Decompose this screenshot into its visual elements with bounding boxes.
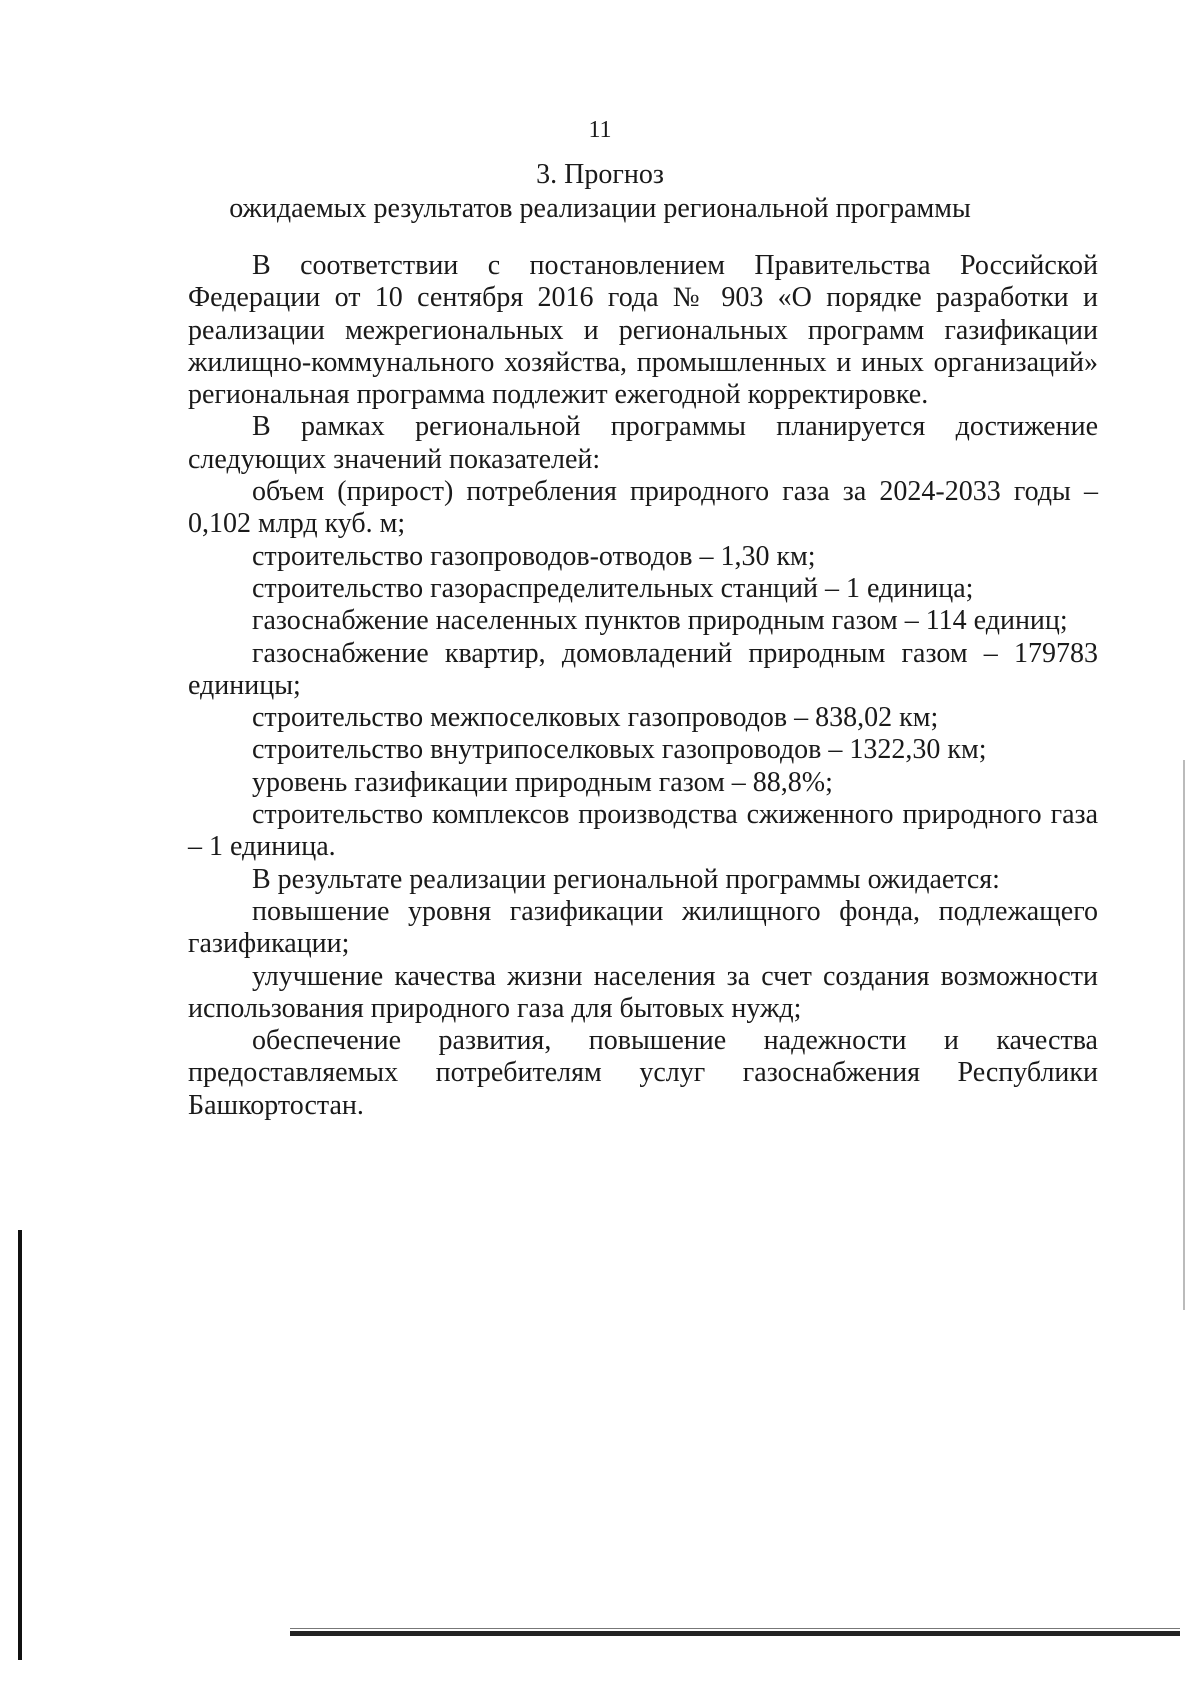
page-number: 11 [588, 117, 612, 143]
indicator-settlements: газоснабжение населенных пунктов природным газом – 114 единиц; [252, 605, 1068, 637]
paragraph-legal-basis: В соответствии с постановлением Правительства Российской Федерации от 10 сентября 2016 года № 903 «О порядке разработки и реализации межрегиональных и региональных программ газификации жилищно-коммунального хозяйства, промышленных и иных организаций» региональная программа подлежит ежегодной корректировке. [188, 250, 1098, 411]
scan-right-edge [1183, 760, 1185, 1310]
result-service-reliability: обеспечение развития, повышение надежности и качества предоставляемых потребителям услуг газоснабжения Республики Башкортостан. [188, 1025, 1098, 1121]
result-housing-gasification: повышение уровня газификации жилищного фонда, подлежащего газификации; [188, 895, 1098, 960]
indicator-distribution-stations: строительство газораспределительных станций – 1 единица; [252, 572, 974, 604]
result-quality-of-life: улучшение качества жизни населения за счет создания возможности использования природного газа для бытовых нужд; [188, 960, 1098, 1024]
paragraph-expected-results-intro: В результате реализации региональной программы ожидается: [252, 863, 1000, 895]
indicator-apartments: газоснабжение квартир, домовладений природным газом – 179783 единицы; [188, 637, 1098, 701]
scan-left-edge [18, 1230, 22, 1660]
section-title: 3. Прогноз [536, 159, 664, 190]
paragraph-indicators-intro: В рамках региональной программы планируется достижение следующих значений показателей: [188, 411, 1098, 475]
section-subtitle: ожидаемых результатов реализации региональной программы [229, 193, 971, 224]
indicator-intrasettlement-pipelines: строительство внутрипоселковых газопроводов – 1322,30 км; [252, 734, 987, 766]
indicator-branch-pipelines: строительство газопроводов-отводов – 1,30 км; [252, 540, 816, 572]
indicator-lng-complexes: строительство комплексов производства сжиженного природного газа – 1 единица. [188, 799, 1098, 863]
section-heading [0, 158, 1200, 226]
document-body [188, 250, 1098, 1122]
indicator-gasification-level: уровень газификации природным газом – 88,8%; [252, 766, 833, 798]
scan-bottom-edge [290, 1628, 1180, 1636]
indicator-gas-consumption: объем (прирост) потребления природного газа за 2024-2033 годы – 0,102 млрд куб. м; [188, 476, 1098, 540]
indicator-intersettlement-pipelines: строительство межпоселковых газопроводов – 838,02 км; [252, 702, 939, 734]
